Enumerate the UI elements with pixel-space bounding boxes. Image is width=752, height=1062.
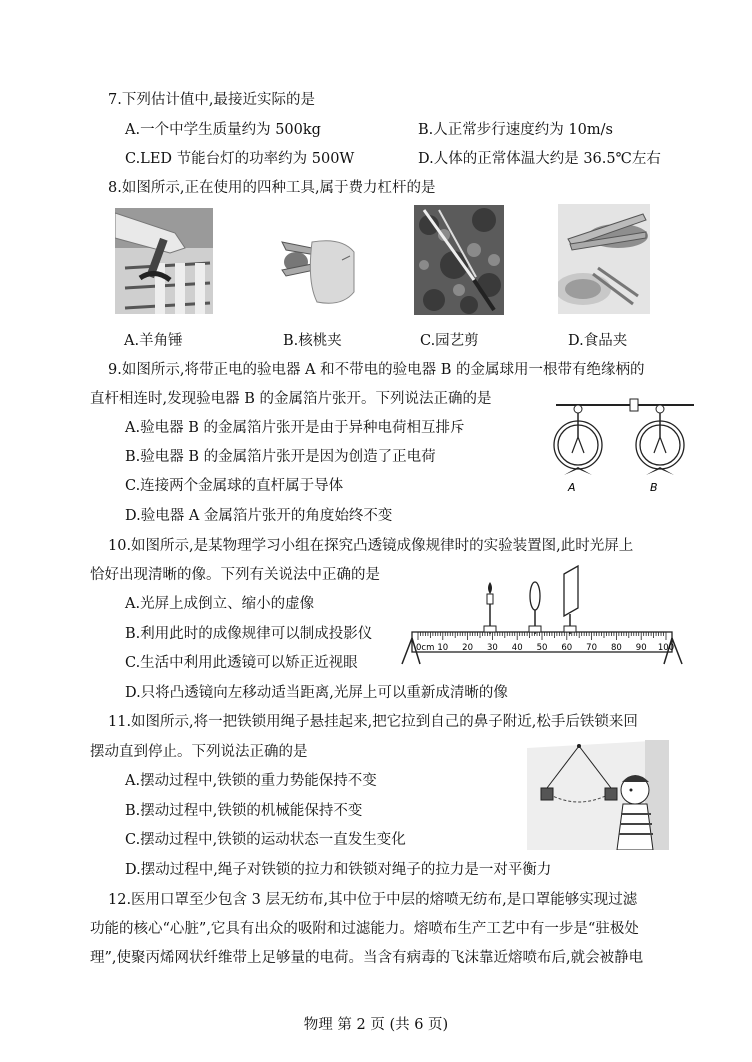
q9-option-a: A.验电器 B 的金属箔片张开是由于异种电荷相互排斥 — [125, 420, 465, 436]
ruler-label: 70 — [586, 643, 598, 653]
q10-option-a: A.光屏上成倒立、缩小的虚像 — [125, 596, 315, 612]
q11-option-b: B.摆动过程中,铁锁的机械能保持不变 — [125, 803, 363, 819]
q10-option-c: C.生活中利用此透镜可以矫正近视眼 — [125, 655, 358, 671]
pendulum-lock-illustration — [527, 740, 669, 850]
q10-option-d: D.只将凸透镜向左移动适当距离,光屏上可以重新成清晰的像 — [125, 685, 508, 701]
q7-option-c: C.LED 节能台灯的功率约为 500W — [125, 151, 355, 167]
electroscope-a-label: A — [568, 481, 576, 494]
claw-hammer-photo — [115, 208, 213, 314]
q7-stem: 7.下列估计值中,最接近实际的是 — [108, 92, 315, 108]
q11-option-c: C.摆动过程中,铁锁的运动状态一直发生变化 — [125, 832, 406, 848]
q11-stem-line1: 11.如图所示,将一把铁锁用绳子悬挂起来,把它拉到自己的鼻子附近,松手后铁锁来回 — [108, 714, 638, 730]
q11-option-a: A.摆动过程中,铁锁的重力势能保持不变 — [125, 773, 377, 789]
ruler-label: 80 — [610, 643, 622, 653]
ruler-label: 40 — [511, 643, 523, 653]
q9-option-d: D.验电器 A 金属箔片张开的角度始终不变 — [125, 508, 393, 524]
ruler-label: 50 — [536, 643, 548, 653]
q9-option-c: C.连接两个金属球的直杆属于导体 — [125, 478, 344, 494]
optical-bench-diagram — [398, 560, 686, 668]
q12-line2: 功能的核心“心脏”,它具有出众的吸附和过滤能力。熔喷布生产工艺中有一步是“驻极处 — [90, 921, 639, 937]
q9-stem-line1: 9.如图所示,将带正电的验电器 A 和不带电的验电器 B 的金属球用一根带有绝缘柄的 — [108, 362, 645, 378]
ruler-label: 0cm — [416, 643, 435, 653]
ruler-label: 20 — [462, 643, 474, 653]
q8-option-a: A.羊角锤 — [124, 333, 183, 349]
q10-option-b: B.利用此时的成像规律可以制成投影仪 — [125, 626, 373, 642]
q12-line3: 理”,使聚丙烯网状纤维带上足够量的电荷。当含有病毒的飞沫靠近熔喷布后,就会被静电 — [90, 950, 644, 966]
q7-option-a: A.一个中学生质量约为 500kg — [125, 122, 321, 138]
page-footer: 物理 第 2 页 (共 6 页) — [303, 1017, 449, 1033]
q8-option-b: B.核桃夹 — [283, 333, 342, 349]
garden-shears-photo — [414, 205, 504, 315]
q9-option-b: B.验电器 B 的金属箔片张开是因为创造了正电荷 — [125, 449, 436, 465]
q10-stem-line1: 10.如图所示,是某物理学习小组在探究凸透镜成像规律时的实验装置图,此时光屏上 — [108, 538, 634, 554]
food-tongs-photo — [558, 204, 650, 314]
nutcracker-photo — [262, 232, 358, 310]
electroscope-diagram — [548, 395, 698, 500]
ruler-label: 10 — [437, 643, 449, 653]
q9-stem-line2: 直杆相连时,发现验电器 B 的金属箔片张开。下列说法正确的是 — [90, 391, 492, 407]
q11-option-d: D.摆动过程中,绳子对铁锁的拉力和铁锁对绳子的拉力是一对平衡力 — [125, 862, 552, 878]
q7-option-b: B.人正常步行速度约为 10m/s — [418, 122, 613, 138]
electroscope-b-label: B — [650, 481, 658, 494]
q11-stem-line2: 摆动直到停止。下列说法正确的是 — [90, 744, 308, 760]
q8-option-c: C.园艺剪 — [420, 333, 479, 349]
q8-stem: 8.如图所示,正在使用的四种工具,属于费力杠杆的是 — [108, 180, 436, 196]
q12-line1: 12.医用口罩至少包含 3 层无纺布,其中位于中层的熔喷无纺布,是口罩能够实现过滤 — [108, 892, 638, 908]
ruler-label: 90 — [635, 643, 647, 653]
ruler-label: 30 — [486, 643, 498, 653]
q8-option-d: D.食品夹 — [568, 333, 628, 349]
q10-stem-line2: 恰好出现清晰的像。下列有关说法中正确的是 — [90, 567, 380, 583]
q7-option-d: D.人体的正常体温大约是 36.5℃左右 — [418, 151, 661, 167]
ruler-label: 100 — [657, 643, 675, 653]
ruler-label: 60 — [561, 643, 573, 653]
